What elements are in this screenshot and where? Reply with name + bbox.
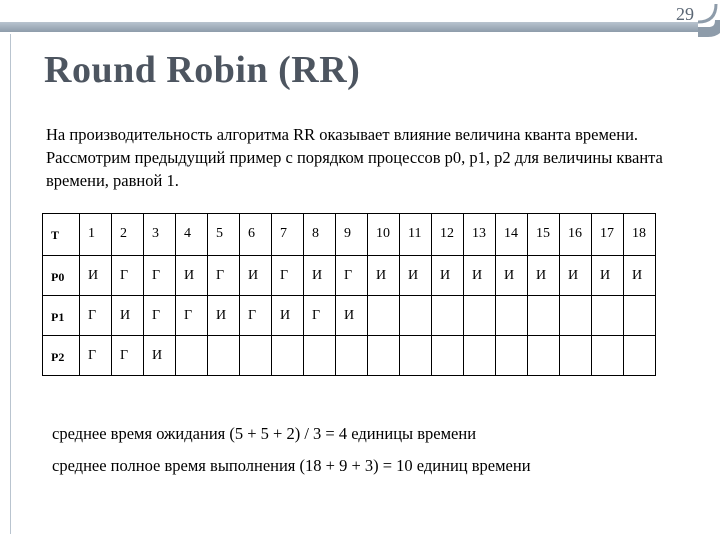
table-cell xyxy=(528,336,560,376)
table-cell: Г xyxy=(144,296,176,336)
table-cell: 15 xyxy=(528,214,560,256)
table-cell: Г xyxy=(112,256,144,296)
table-cell xyxy=(528,296,560,336)
table-cell xyxy=(272,336,304,376)
table-cell xyxy=(624,296,656,336)
header-band xyxy=(0,22,698,32)
table-row xyxy=(43,256,656,296)
table-cell: И xyxy=(368,256,400,296)
table-cell: Г xyxy=(336,256,368,296)
table-cell: 3 xyxy=(144,214,176,256)
table-cell: И xyxy=(304,256,336,296)
table-cell: 6 xyxy=(240,214,272,256)
table-cell: И xyxy=(240,256,272,296)
table-row xyxy=(43,336,656,376)
table-cell: И xyxy=(336,296,368,336)
table-cell: 5 xyxy=(208,214,240,256)
average-wait-line: среднее время ожидания (5 + 5 + 2) / 3 = 4 единицы времени xyxy=(52,424,477,443)
schedule-table xyxy=(42,213,656,376)
table-row xyxy=(43,296,656,336)
left-rule xyxy=(10,34,11,534)
table-cell: И xyxy=(528,256,560,296)
table-cell xyxy=(432,336,464,376)
table-cell: Г xyxy=(272,256,304,296)
corner-curve-decoration xyxy=(698,0,720,40)
table-cell: И xyxy=(176,256,208,296)
table-cell: И xyxy=(272,296,304,336)
table-cell: 4 xyxy=(176,214,208,256)
table-cell: Г xyxy=(80,336,112,376)
table-cell: И xyxy=(400,256,432,296)
row-label-cell: T xyxy=(43,214,80,256)
table-cell xyxy=(496,296,528,336)
table-cell: И xyxy=(496,256,528,296)
row-label-cell: P2 xyxy=(43,336,80,376)
table-cell xyxy=(176,336,208,376)
table-cell: Г xyxy=(144,256,176,296)
table-cell: Г xyxy=(208,256,240,296)
table-cell: И xyxy=(432,256,464,296)
table-cell: 9 xyxy=(336,214,368,256)
table-cell: И xyxy=(464,256,496,296)
table-cell xyxy=(240,336,272,376)
table-cell xyxy=(464,336,496,376)
table-cell: И xyxy=(112,296,144,336)
table-cell: И xyxy=(144,336,176,376)
table-cell xyxy=(208,336,240,376)
table-cell xyxy=(368,336,400,376)
table-cell: Г xyxy=(304,296,336,336)
table-cell: И xyxy=(560,256,592,296)
table-cell xyxy=(560,296,592,336)
table-cell: И xyxy=(592,256,624,296)
table-cell: 7 xyxy=(272,214,304,256)
table-cell xyxy=(336,336,368,376)
table-cell xyxy=(592,336,624,376)
table-cell xyxy=(368,296,400,336)
table-cell: И xyxy=(624,256,656,296)
table-cell: Г xyxy=(240,296,272,336)
table-cell: 14 xyxy=(496,214,528,256)
page-number: 29 xyxy=(676,4,694,24)
table-cell: Г xyxy=(176,296,208,336)
table-cell xyxy=(464,296,496,336)
table-cell: 1 xyxy=(80,214,112,256)
table-cell: Г xyxy=(112,336,144,376)
table-cell: 10 xyxy=(368,214,400,256)
table-cell: 8 xyxy=(304,214,336,256)
intro-paragraph: На производительность алгоритма RR оказывает влияние величина кванта времени. Рассмотрим предыдущий пример с порядком процессов p0, p1, p2 для величины кванта времени, равной 1. xyxy=(46,125,663,190)
table-cell xyxy=(400,336,432,376)
table-cell: 12 xyxy=(432,214,464,256)
table-cell xyxy=(624,336,656,376)
table-cell xyxy=(592,296,624,336)
table-header-row xyxy=(43,214,656,256)
table-cell: Г xyxy=(80,296,112,336)
table-cell xyxy=(432,296,464,336)
table-cell: И xyxy=(208,296,240,336)
table-cell xyxy=(304,336,336,376)
table-cell: И xyxy=(80,256,112,296)
table-cell: 13 xyxy=(464,214,496,256)
row-label-cell: P0 xyxy=(43,256,80,296)
table-cell xyxy=(560,336,592,376)
table-cell: 2 xyxy=(112,214,144,256)
table-cell: 11 xyxy=(400,214,432,256)
row-label-cell: P1 xyxy=(43,296,80,336)
table-cell: 16 xyxy=(560,214,592,256)
top-decoration-bar xyxy=(0,0,720,40)
slide-title: Round Robin (RR) xyxy=(44,49,361,91)
table-cell: 18 xyxy=(624,214,656,256)
average-total-line: среднее полное время выполнения (18 + 9 + 3) = 10 единиц времени xyxy=(52,456,531,475)
table-cell xyxy=(496,336,528,376)
table-cell: 17 xyxy=(592,214,624,256)
table-cell xyxy=(400,296,432,336)
